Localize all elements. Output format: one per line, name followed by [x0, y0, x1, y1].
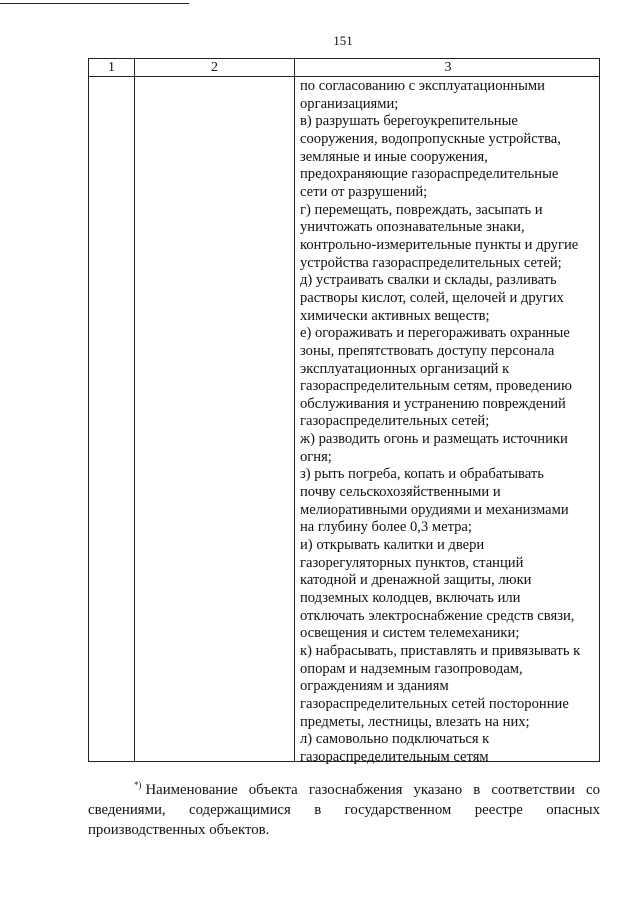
- column-3-line: химически активных веществ;: [300, 307, 490, 324]
- column-3-line: на глубину более 0,3 метра;: [300, 519, 472, 536]
- column-3-line: газораспределительным сетям: [300, 748, 489, 765]
- column-3-line: и) открывать калитки и двери: [300, 537, 485, 554]
- header-rule: [0, 3, 189, 4]
- column-3-line: подземных колодцев, включать или: [300, 590, 521, 607]
- column-3-line: газораспределительных сетей;: [300, 413, 490, 430]
- column-3-line: г) перемещать, повреждать, засыпать и: [300, 201, 543, 218]
- column-3-line: з) рыть погреба, копать и обрабатывать: [300, 466, 544, 483]
- column-3-line: отключать электроснабжение средств связи,: [300, 607, 575, 624]
- column-3-line: ж) разводить огонь и размещать источники: [300, 431, 568, 448]
- column-3-line: е) огораживать и перегораживать охранные: [300, 325, 570, 342]
- column-header-2: 2: [211, 60, 218, 75]
- column-3-line: обслуживания и устранению повреждений: [300, 395, 566, 412]
- column-3-line: предметы, лестницы, влезать на них;: [300, 713, 530, 730]
- header-row-divider: [89, 76, 599, 77]
- document-table: [88, 58, 600, 765]
- column-3-line: газораспределительным сетям, проведению: [300, 378, 572, 395]
- column-3-line: почву сельскохозяйственными и: [300, 484, 501, 501]
- column-3-line: эксплуатационных организаций к: [300, 360, 510, 377]
- column-3-line: уничтожать опознавательные знаки,: [300, 219, 525, 236]
- footnote-line-1: [88, 775, 600, 800]
- footnote-line-3: производственных объектов.: [88, 822, 270, 838]
- column-3-line: земляные и иные сооружения,: [300, 148, 488, 165]
- column-3-line: газораспределительных сетей посторонние: [300, 695, 569, 712]
- column-3-line: катодной и дренажной защиты, люки: [300, 572, 532, 589]
- column-3-line: л) самовольно подключаться к: [300, 731, 490, 748]
- column-3-line: в) разрушать берегоукрепительные: [300, 113, 518, 130]
- column-3-line: растворы кислот, солей, щелочей и других: [300, 289, 564, 306]
- column-3-line: предохраняющие газораспределительные: [300, 166, 559, 183]
- column-3-line: контрольно-измерительные пункты и другие: [300, 236, 579, 253]
- column-3-line: к) набрасывать, приставлять и привязывать к: [300, 643, 581, 659]
- column-3-line: организациями;: [300, 95, 399, 112]
- column-header-1: 1: [108, 60, 115, 75]
- column-3-line: д) устраивать свалки и склады, разливать: [300, 272, 557, 289]
- column-3-line: ограждениям и зданиям: [300, 678, 449, 695]
- column-divider-1: [134, 59, 135, 761]
- column-3-line: мелиоративными орудиями и механизмами: [300, 501, 569, 518]
- column-divider-2: [294, 59, 295, 761]
- column-3-line: устройства газораспределительных сетей;: [300, 254, 562, 271]
- footnote-line-2: сведениями, содержащимися в государственном реестре опасных: [88, 802, 600, 818]
- column-3-text: [300, 78, 600, 767]
- footnote-line-1-text: Наименование объекта газоснабжения указано в соответствии со: [145, 782, 600, 798]
- column-3-line: сети от разрушений;: [300, 183, 428, 200]
- column-3-line: по согласованию с эксплуатационными: [300, 78, 545, 94]
- column-3-line: освещения и систем телемеханики;: [300, 625, 520, 642]
- column-3-line: опорам и надземным газопроводам,: [300, 660, 523, 677]
- column-3-line: зоны, препятствовать доступу персонала: [300, 342, 555, 359]
- column-3-line: огня;: [300, 448, 332, 465]
- footnote-marker: *): [134, 780, 142, 790]
- column-header-3: 3: [444, 60, 452, 75]
- footnote: [88, 775, 600, 840]
- column-3-line: сооружения, водопропускные устройства,: [300, 130, 561, 147]
- page-number: 151: [333, 33, 353, 48]
- column-3-line: газорегуляторных пунктов, станций: [300, 554, 524, 571]
